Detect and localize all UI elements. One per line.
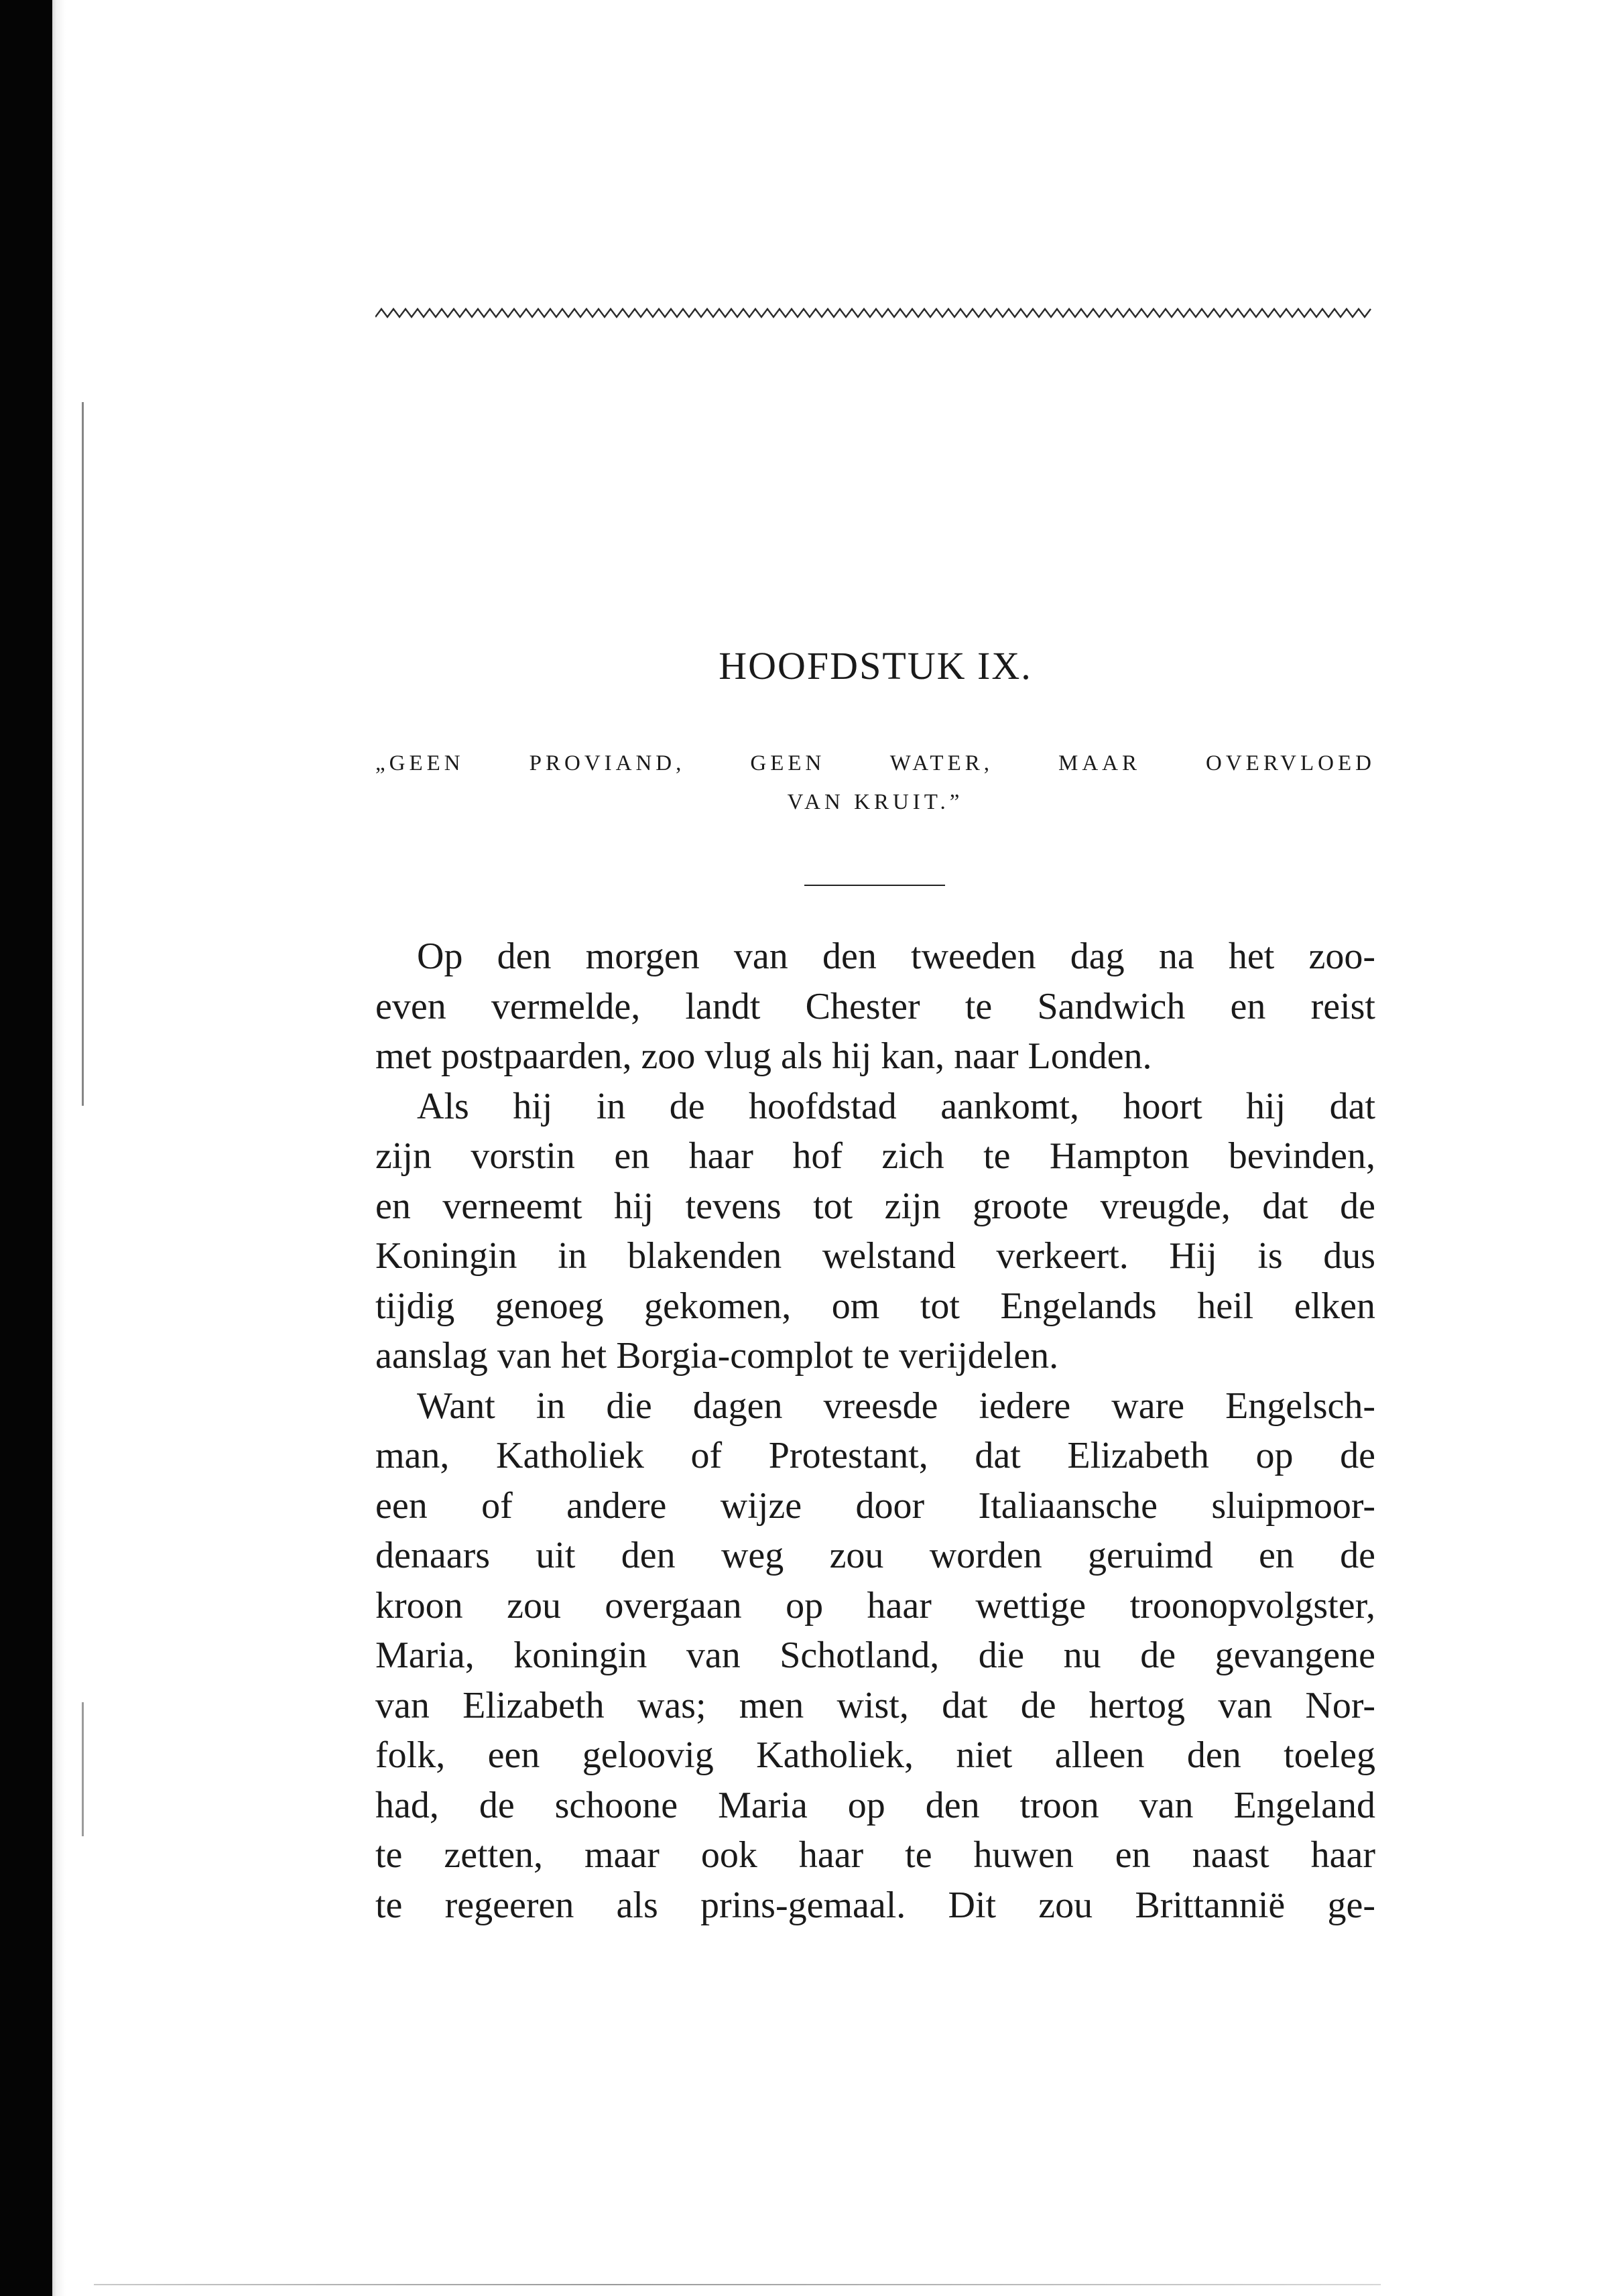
text-line: te regeeren als prins-gemaal. Dit zou Brittannië ge- (375, 1884, 1375, 1926)
text-line: man, Katholiek of Protestant, dat Elizabeth op de (375, 1435, 1375, 1476)
text-line: Als hij in de hoofdstad aankomt, hoort hij dat (417, 1085, 1375, 1127)
text-line: kroon zou overgaan op haar wettige troonopvolgster, (375, 1584, 1375, 1627)
margin-mark (82, 402, 84, 1106)
chapter-subtitle (375, 744, 1375, 822)
text-line: tijdig genoeg gekomen, om tot Engelands heil elken (375, 1285, 1375, 1327)
body-text (375, 932, 1375, 1930)
text-line: en verneemt hij tevens tot zijn groote vreugde, dat de (375, 1185, 1375, 1227)
text-line: denaars uit den weg zou worden geruimd en de (375, 1535, 1375, 1576)
paragraph (375, 1082, 1375, 1381)
binding-edge (0, 0, 52, 2296)
chapter-title: HOOFDSTUK IX. (719, 644, 1032, 688)
text-line: een of andere wijze door Italiaansche sluipmoor- (375, 1484, 1375, 1527)
binding-shadow (52, 0, 92, 2296)
paragraph (375, 932, 1375, 1082)
subtitle-line: „GEEN PROVIAND, GEEN WATER, MAAR OVERVLOED (375, 751, 1375, 775)
text-line: folk, een geloovig Katholiek, niet alleen den toeleg (375, 1734, 1375, 1776)
wavy-ornament (375, 305, 1375, 321)
text-line: met postpaarden, zoo vlug als hij kan, naar Londen. (375, 1035, 1152, 1077)
text-line: Want in die dagen vreesde iedere ware Engelsch- (417, 1385, 1375, 1427)
text-line: te zetten, maar ook haar te huwen en naast haar (375, 1834, 1375, 1876)
margin-mark (82, 1702, 84, 1836)
text-line: aanslag van het Borgia-complot te verijdelen. (375, 1335, 1059, 1377)
section-divider (804, 885, 945, 886)
scan-edge-line (94, 2284, 1381, 2285)
paragraph (375, 1381, 1375, 1931)
text-line: even vermelde, landt Chester te Sandwich en reist (375, 985, 1375, 1027)
text-line: zijn vorstin en haar hof zich te Hampton bevinden, (375, 1135, 1375, 1177)
text-line: van Elizabeth was; men wist, dat de hertog van Nor- (375, 1684, 1375, 1726)
text-line: Maria, koningin van Schotland, die nu de gevangene (375, 1635, 1375, 1676)
text-line: Op den morgen van den tweeden dag na het zoo- (417, 936, 1375, 977)
text-line: had, de schoone Maria op den troon van Engeland (375, 1784, 1375, 1826)
text-line: Koningin in blakenden welstand verkeert. Hij is dus (375, 1235, 1375, 1277)
subtitle-line: VAN KRUIT.” (787, 790, 964, 814)
